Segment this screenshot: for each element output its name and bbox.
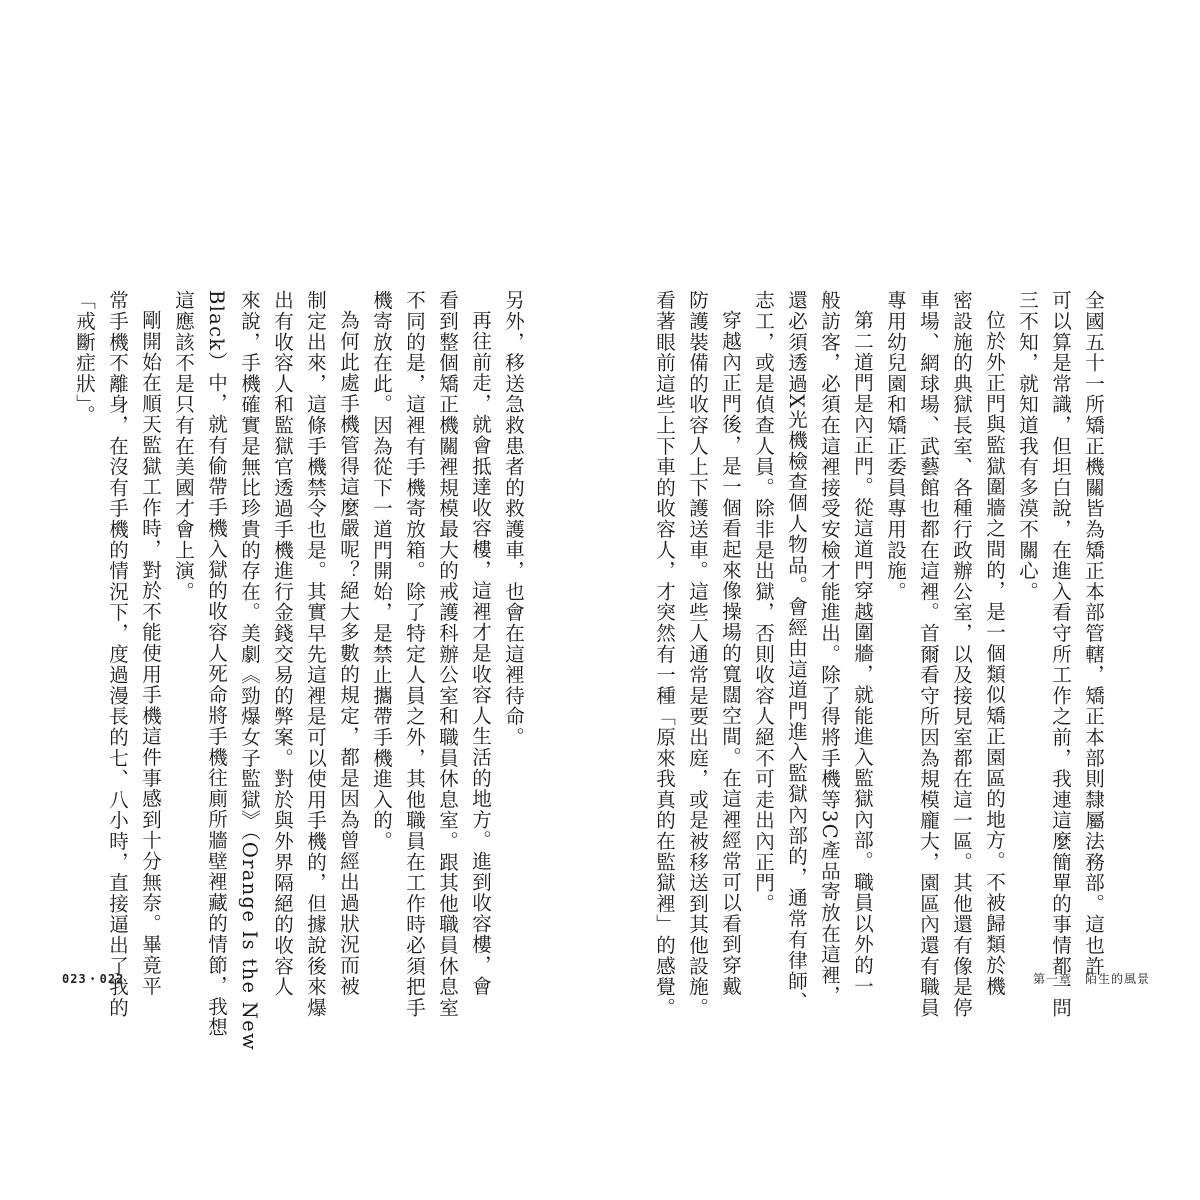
text-line: 三不知，就知道我有多漠不關心。 xyxy=(1016,290,1039,602)
text-line: 為何此處手機管得這麼嚴呢？絕大多數的規定，都是因為曾經出過狀況而被 xyxy=(337,310,360,997)
text-line: 防護裝備的收容人上下護送車。這些人通常是要出庭，或是被移送到其他設施。 xyxy=(686,290,709,1018)
text-line: 再往前走，就會抵達收容樓，這裡才是收容人生活的地方。進到收容樓，會 xyxy=(469,310,492,997)
text-line: 不同的是，這裡有手機寄放箱。除了特定人員之外，其他職員在工作時必須把手 xyxy=(403,290,426,1018)
text-line: 穿越內正門後，是一個看起來像操場的寬闊空間。在這裡經常可以看到穿戴 xyxy=(719,310,742,997)
text-line: 「戒斷症狀」。 xyxy=(73,290,96,426)
text-line: 來說，手機確實是無比珍貴的存在。美劇《勁爆女子監獄》（Orange Is the New xyxy=(238,290,261,1051)
text-line: 專用幼兒園和矯正委員專用設施。 xyxy=(884,290,907,602)
text-line: 全國五十一所矯正機關皆為矯正本部管轄，矯正本部則隸屬法務部。這也許 xyxy=(1082,290,1105,977)
text-line: 般訪客，必須在這裡接受安檢才能進出。除了得將手機等3C產品寄放在這裡， xyxy=(818,290,841,1007)
page-numbers: 023・022 xyxy=(62,972,125,986)
text-line: 常手機不離身，在沒有手機的情況下，度過漫長的七、八小時，直接逼出了我的 xyxy=(106,290,129,1018)
right-page xyxy=(600,0,1200,1200)
text-line: 剛開始在順天監獄工作時，對於不能使用手機這件事感到十分無奈。畢竟平 xyxy=(139,310,162,997)
chapter-running-head: 第一章 陌生的風景 xyxy=(1032,972,1150,986)
text-line: 位於外正門與監獄圍牆之間的，是一個類似矯正園區的地方。不被歸類於機 xyxy=(983,310,1006,997)
text-line: 第二道門是內正門。從這道門穿越圍牆，就能進入監獄內部。職員以外的一 xyxy=(851,310,874,997)
text-line: 機寄放在此。因為從下一道門開始，是禁止攜帶手機進入的。 xyxy=(370,290,393,852)
text-line: Black）中，就有偷帶手機入獄的收容人死命將手機往廁所牆壁裡藏的情節，我想 xyxy=(205,290,228,1038)
text-line: 制定出來，這條手機禁令也是。其實早先這裡是可以使用手機的，但據說後來爆 xyxy=(304,290,327,1018)
text-line: 可以算是常識，但坦白說，在進入看守所工作之前，我連這麼簡單的事情都一問 xyxy=(1049,290,1072,1018)
text-line: 密設施的典獄長室、各種行政辦公室，以及接見室都在這一區。其他還有像是停 xyxy=(950,290,973,1018)
text-line: 出有收容人和監獄官透過手機進行金錢交易的弊案。對於與外界隔絕的收容人 xyxy=(271,290,294,998)
text-line: 看到整個矯正機關裡規模最大的戒護科辦公室和職員休息室。跟其他職員休息室 xyxy=(436,290,459,1018)
text-line: 這應該不是只有在美國才會上演。 xyxy=(172,290,195,602)
text-line: 還必須透過X光機檢查個人物品。會經由這道門進入監獄內部的，通常有律師、 xyxy=(785,290,808,1013)
text-line: 車場、網球場、武藝館也都在這裡。首爾看守所因為規模龐大，園區內還有職員 xyxy=(917,290,940,1018)
text-line: 看著眼前這些上下車的收容人，才突然有一種「原來我真的在監獄裡」的感覺。 xyxy=(653,290,676,1018)
text-line: 另外，移送急救患者的救護車，也會在這裡待命。 xyxy=(502,290,525,748)
text-line: 志工，或是偵查人員。除非是出獄，否則收容人絕不可走出內正門。 xyxy=(752,290,775,914)
